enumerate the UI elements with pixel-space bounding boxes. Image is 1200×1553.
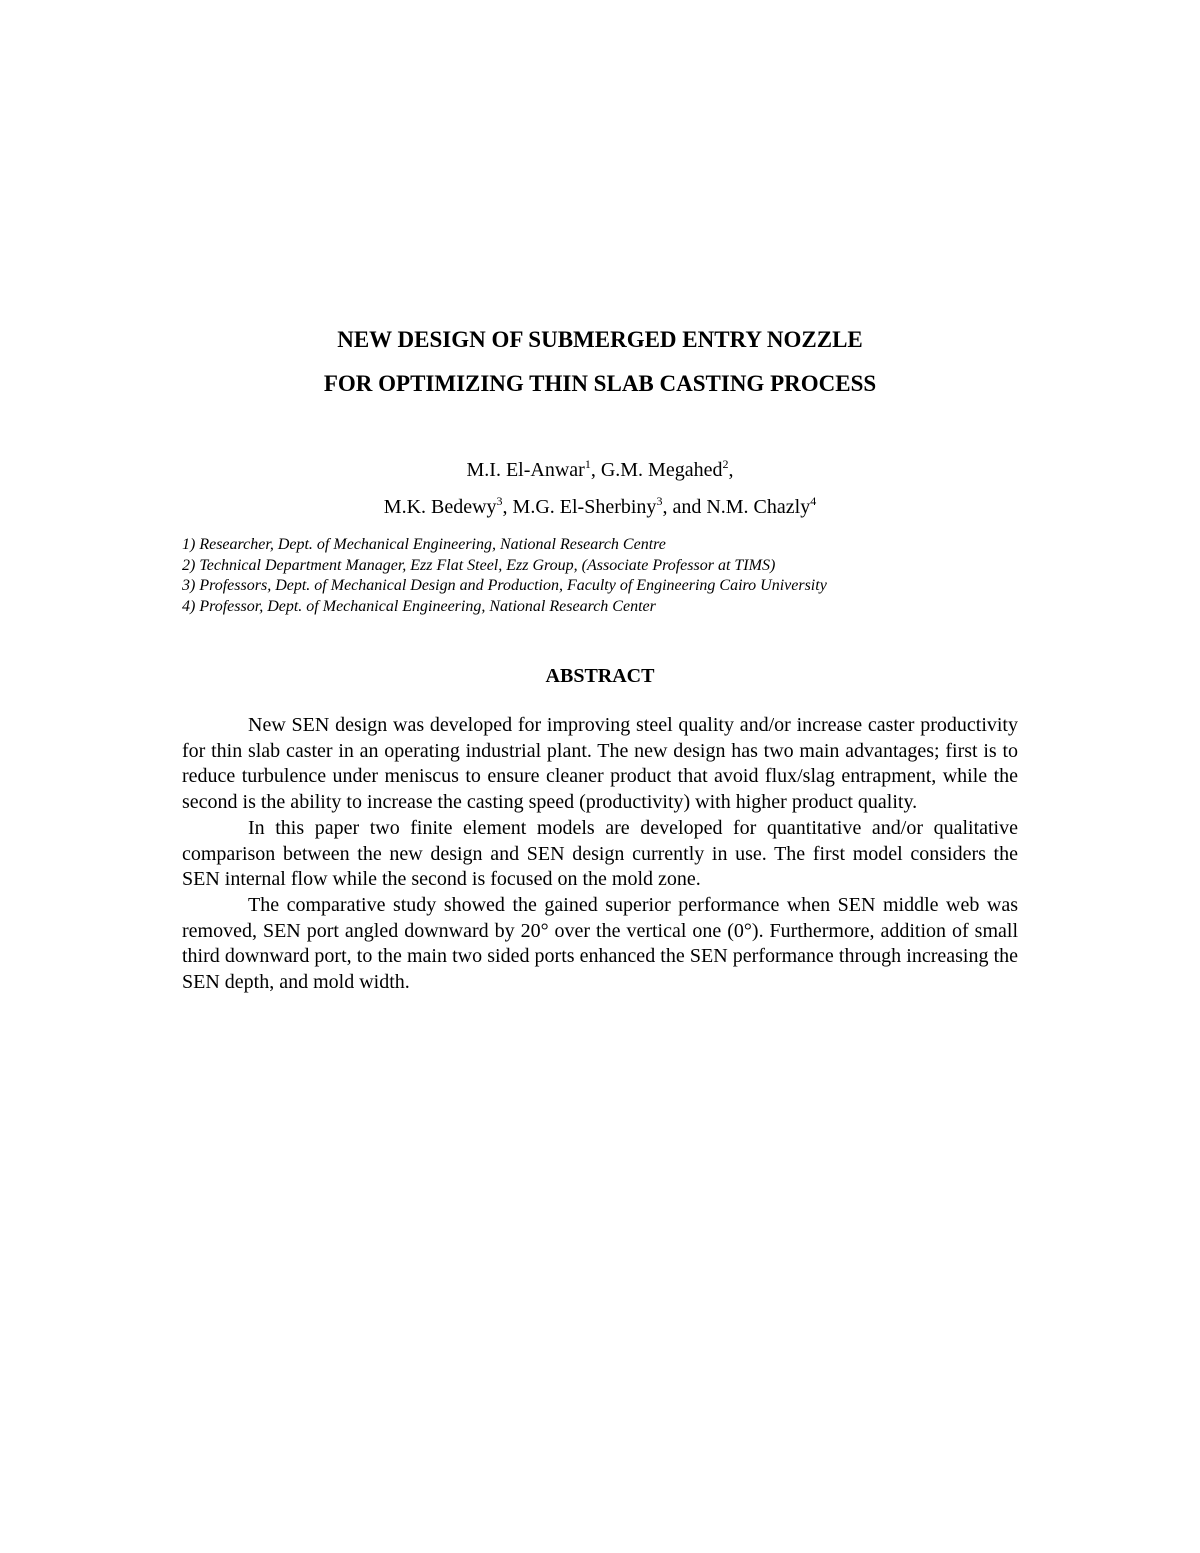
author-name: G.M. Megahed	[600, 459, 723, 481]
authors-line-1	[0, 458, 1200, 482]
author-affiliation-marker: 2	[722, 457, 729, 471]
authors-line-2	[0, 495, 1200, 519]
affiliation-item: 2) Technical Department Manager, Ezz Flat Steel, Ezz Group, (Associate Professor at TIMS)	[182, 556, 776, 574]
author-affiliation-marker: 3	[496, 494, 503, 508]
abstract-heading: ABSTRACT	[545, 665, 655, 687]
affiliation-list	[182, 535, 1022, 618]
author-separator: ,	[502, 496, 513, 518]
author-name: M.K. Bedewy	[383, 496, 497, 518]
abstract-body	[182, 713, 1018, 996]
author-name: M.I. El-Anwar	[466, 459, 585, 481]
author-affiliation-marker: 1	[584, 457, 591, 471]
paper-title-line-1: NEW DESIGN OF SUBMERGED ENTRY NOZZLE	[337, 327, 863, 352]
affiliation-item: 3) Professors, Dept. of Mechanical Design and Production, Faculty of Engineering Cairo University	[182, 577, 827, 595]
abstract-paragraph: The comparative study showed the gained superior performance when SEN middle web was removed, SEN port angled downward by 20° over the vertical one (0°). Furthermore, addition of small third downward port, to the main two sided ports enhanced the SEN performance through increasing the SEN depth, and mold width.	[182, 893, 1018, 994]
author-separator: ,	[662, 496, 673, 518]
paper-title-line-2: FOR OPTIMIZING THIN SLAB CASTING PROCESS	[323, 371, 877, 396]
abstract-paragraph: In this paper two finite element models are developed for quantitative and/or qualitative comparison between the new design and SEN design currently in use. The first model considers the SEN internal flow while the second is focused on the mold zone.	[182, 816, 1018, 891]
author-name: and N.M. Chazly	[672, 496, 811, 518]
author-name: M.G. El-Sherbiny	[512, 496, 657, 518]
author-affiliation-marker: 4	[810, 494, 817, 508]
affiliation-item: 4) Professor, Dept. of Mechanical Engineering, National Research Center	[182, 598, 656, 616]
abstract-paragraph: New SEN design was developed for improving steel quality and/or increase caster productivity for thin slab caster in an operating industrial plant. The new design has two main advantages; first is to reduce turbulence under meniscus to ensure cleaner product that avoid flux/slag entrapment, while the second is the ability to increase the casting speed (productivity) with higher product quality.	[182, 714, 1018, 814]
author-affiliation-marker: 3	[656, 494, 663, 508]
affiliation-item: 1) Researcher, Dept. of Mechanical Engineering, National Research Centre	[182, 536, 666, 553]
author-separator: ,	[590, 459, 601, 481]
author-separator: ,	[728, 459, 734, 481]
